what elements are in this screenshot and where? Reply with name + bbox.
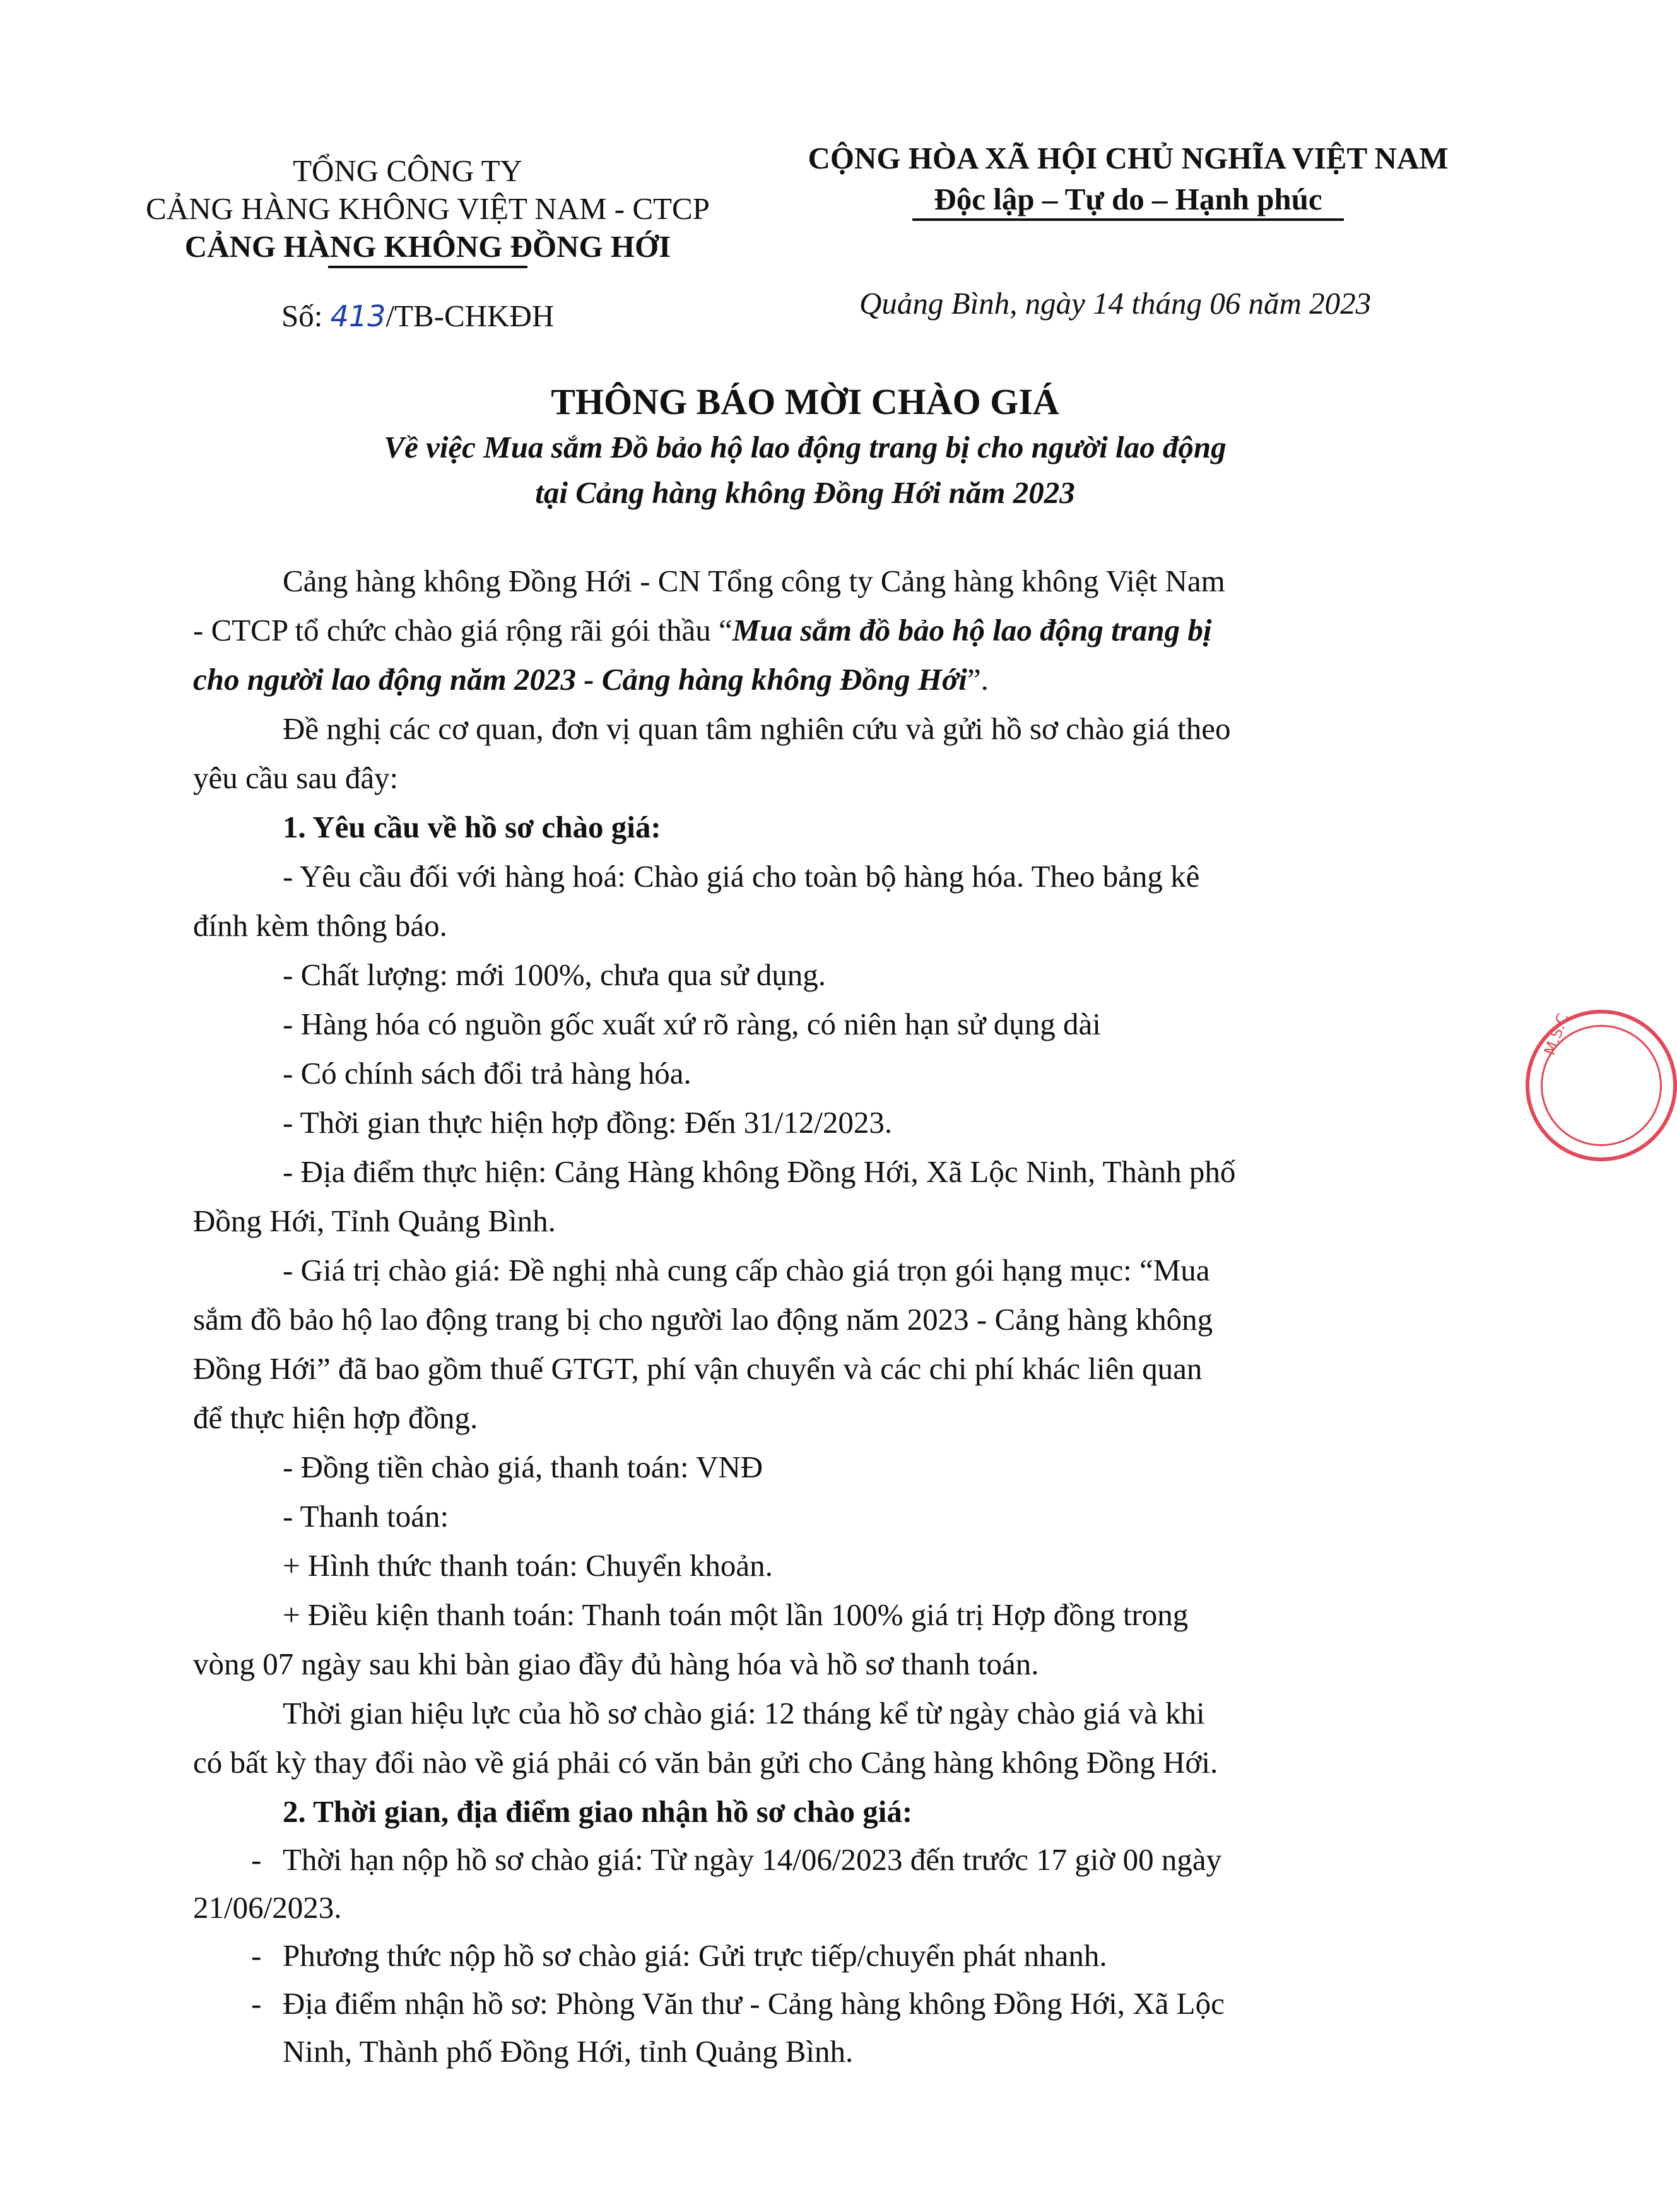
- s1-item2: - Chất lượng: mới 100%, chưa qua sử dụng.: [283, 957, 826, 992]
- document-date: Quảng Bình, ngày 14 tháng 06 năm 2023: [859, 286, 1372, 321]
- s1-item1-line1: - Yêu cầu đối với hàng hoá: Chào giá cho toàn bộ hàng hóa. Theo bảng kê: [283, 859, 1200, 894]
- s2-dash3: -: [251, 1986, 262, 2021]
- s2-item1-line1: Thời hạn nộp hồ sơ chào giá: Từ ngày 14/06/2023 đến trước 17 giờ 00 ngày: [283, 1842, 1222, 1877]
- s1-item7-line3: Đồng Hới” đã bao gồm thuế GTGT, phí vận chuyển và các chi phí khác liên quan: [193, 1351, 1203, 1386]
- motto-underline: [912, 218, 1344, 221]
- national-motto: Độc lập – Tự do – Hạnh phúc: [934, 182, 1322, 216]
- s1-item4: - Có chính sách đổi trả hàng hóa.: [283, 1056, 691, 1091]
- org-parent-line1: TỔNG CÔNG TY: [293, 153, 522, 188]
- s1-item8: - Đồng tiền chào giá, thanh toán: VNĐ: [283, 1450, 763, 1484]
- package-name-part2: cho người lao động năm 2023 - Cảng hàng không Đồng Hới: [193, 662, 967, 697]
- s1-item7-line2: sắm đồ bảo hộ lao động trang bị cho người lao động năm 2023 - Cảng hàng không: [193, 1302, 1213, 1337]
- national-title: CỘNG HÒA XÃ HỘI CHỦ NGHĨA VIỆT NAM: [808, 141, 1449, 175]
- para1-line3-end: ”.: [967, 662, 989, 697]
- para2-line1: Đề nghị các cơ quan, đơn vị quan tâm nghiên cứu và gửi hồ sơ chào giá theo: [283, 711, 1231, 746]
- s1-item9b-line1: + Điều kiện thanh toán: Thanh toán một lần 100% giá trị Hợp đồng trong: [283, 1597, 1189, 1632]
- document-number: [281, 300, 554, 331]
- s1-item9: - Thanh toán:: [283, 1499, 449, 1534]
- section1-heading: 1. Yêu cầu về hồ sơ chào giá:: [283, 810, 661, 844]
- s1-item6-line2: Đồng Hới, Tỉnh Quảng Bình.: [193, 1204, 556, 1238]
- section2-heading: 2. Thời gian, địa điểm giao nhận hồ sơ chào giá:: [283, 1794, 913, 1829]
- s2-dash1: -: [251, 1842, 262, 1877]
- stamp-text: M.S.C: [1541, 1011, 1572, 1058]
- s1-item7-line4: để thực hiện hợp đồng.: [193, 1400, 478, 1435]
- s1-item10-line2: có bất kỳ thay đổi nào về giá phải có văn bản gửi cho Cảng hàng không Đồng Hới.: [193, 1745, 1218, 1780]
- s2-item1-line2: 21/06/2023.: [193, 1890, 342, 1925]
- s2-dash2: -: [251, 1938, 262, 1973]
- para1-line1: Cảng hàng không Đồng Hới - CN Tổng công ty Cảng hàng không Việt Nam: [283, 564, 1225, 598]
- document-subtitle-line2: tại Cảng hàng không Đồng Hới năm 2023: [535, 475, 1075, 510]
- number-handwritten: 413: [330, 299, 386, 333]
- red-stamp: [1526, 1010, 1677, 1161]
- para1-line2-text: - CTCP tổ chức chào giá rộng rãi gói thầu “: [193, 613, 733, 648]
- org-parent-line2: CẢNG HÀNG KHÔNG VIỆT NAM - CTCP: [146, 191, 710, 226]
- number-prefix: Số:: [281, 299, 323, 333]
- s2-item3-line1: Địa điểm nhận hồ sơ: Phòng Văn thư - Cảng hàng không Đồng Hới, Xã Lộc: [283, 1986, 1225, 2021]
- number-suffix: /TB-CHKĐH: [385, 299, 555, 333]
- package-name-part1: Mua sắm đồ bảo hộ lao động trang bị: [732, 613, 1212, 648]
- s1-item6-line1: - Địa điểm thực hiện: Cảng Hàng không Đồng Hới, Xã Lộc Ninh, Thành phố: [283, 1154, 1236, 1189]
- org-underline: [328, 266, 527, 268]
- s1-item9b-line2: vòng 07 ngày sau khi bàn giao đầy đủ hàng hóa và hồ sơ thanh toán.: [193, 1647, 1039, 1681]
- s1-item7-line1: - Giá trị chào giá: Đề nghị nhà cung cấp chào giá trọn gói hạng mục: “Mua: [283, 1253, 1210, 1287]
- para1-line2: [193, 615, 1211, 646]
- para2-line2: yêu cầu sau đây:: [193, 760, 399, 795]
- s1-item3: - Hàng hóa có nguồn gốc xuất xứ rõ ràng, có niên hạn sử dụng dài: [283, 1007, 1101, 1041]
- s1-item5: - Thời gian thực hiện hợp đồng: Đến 31/12/2023.: [283, 1105, 893, 1140]
- para1-line3: [193, 664, 989, 695]
- s2-item3-line2: Ninh, Thành phố Đồng Hới, tỉnh Quảng Bình.: [283, 2034, 854, 2069]
- s1-item9a: + Hình thức thanh toán: Chuyển khoản.: [283, 1548, 773, 1583]
- document-subtitle-line1: Về việc Mua sắm Đồ bảo hộ lao động trang bị cho người lao động: [384, 430, 1227, 464]
- s2-item2: Phương thức nộp hồ sơ chào giá: Gửi trực tiếp/chuyển phát nhanh.: [283, 1938, 1107, 1973]
- s1-item10-line1: Thời gian hiệu lực của hồ sơ chào giá: 12 tháng kể từ ngày chào giá và khi: [283, 1696, 1205, 1730]
- s1-item1-line2: đính kèm thông báo.: [193, 908, 447, 943]
- document-title: THÔNG BÁO MỜI CHÀO GIÁ: [551, 381, 1059, 422]
- org-name: CẢNG HÀNG KHÔNG ĐỒNG HỚI: [184, 229, 671, 264]
